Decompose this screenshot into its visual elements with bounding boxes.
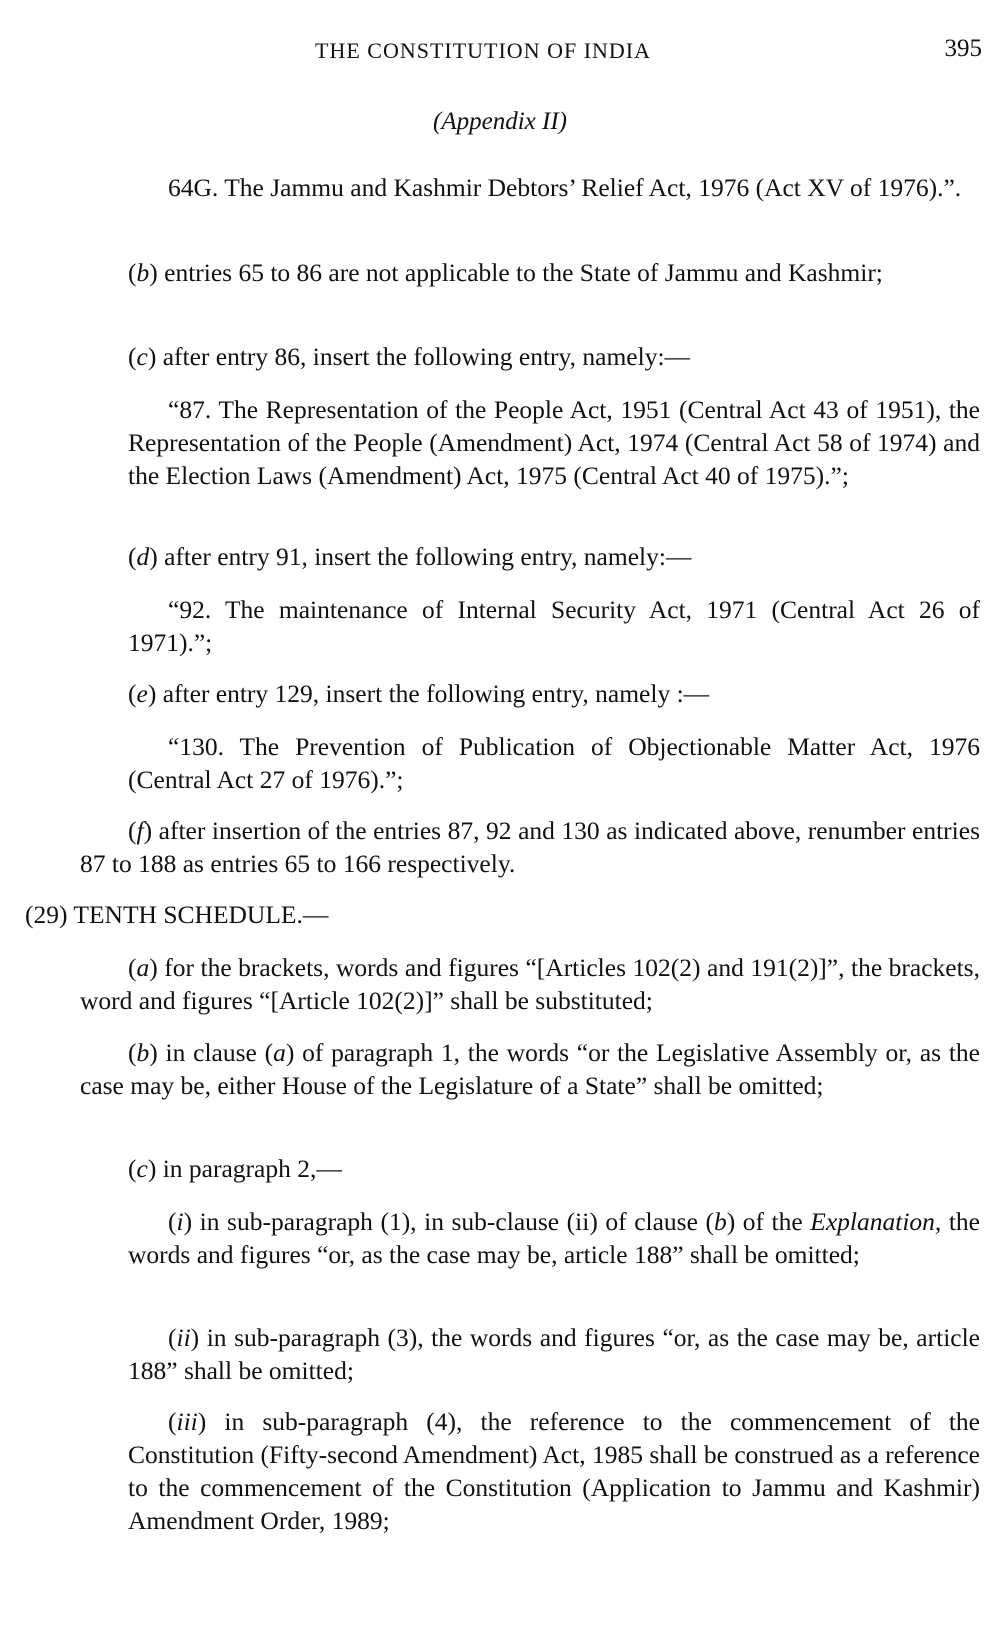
clause-b-entries-65-86: (b) entries 65 to 86 are not applicable to the State of Jammu and Kashmir;	[128, 258, 883, 287]
entry-130: “130. The Prevention of Publication of Objectionable Matter Act, 1976 (Central Act 27 of 1976).”;	[128, 732, 980, 794]
entry-64g: 64G. The Jammu and Kashmir Debtors’ Relief Act, 1976 (Act XV of 1976).”.	[168, 173, 962, 202]
entry-87: “87. The Representation of the People Act, 1951 (Central Act 43 of 1951), the Representation of the People (Amendment) Act, 1974 (Central Act 58 of 1974) and the Election Laws (Amendment) Act, 1975 (Central Act 40 of 1975).”;	[128, 395, 980, 490]
subclause-iii: (iii) in sub-paragraph (4), the reference to the commencement of the Constitution (Fifty-second Amendment) Act, 1985 shall be construed as a reference to the commencement of the Constitution (Application to Jammu and Kashmir) Amendment Order, 1989;	[128, 1407, 980, 1535]
clause-b-paragraph-1: (b) in clause (a) of paragraph 1, the words “or the Legislative Assembly or, as the case may be, either House of the Legislature of a State” shall be omitted;	[80, 1038, 980, 1100]
subclause-i: (i) in sub-paragraph (1), in sub-clause (ii) of clause (b) of the Explanation, the words and figures “or, as the case may be, article 188” shall be omitted;	[128, 1207, 981, 1269]
clause-f-renumber: (f) after insertion of the entries 87, 92 and 130 as indicated above, renumber entries 87 to 188 as entries 65 to 166 respectively.	[80, 816, 980, 878]
clause-c-after-entry-86: (c) after entry 86, insert the following entry, namely:—	[128, 342, 691, 371]
page-number: 395	[944, 35, 982, 62]
clause-c-paragraph-2: (c) in paragraph 2,—	[128, 1154, 342, 1183]
subclause-ii: (ii) in sub-paragraph (3), the words and figures “or, as the case may be, article 188” shall be omitted;	[128, 1323, 980, 1385]
entry-92: “92. The maintenance of Internal Security Act, 1971 (Central Act 26 of 1971).”;	[128, 595, 980, 657]
clause-d-after-entry-91: (d) after entry 91, insert the following entry, namely:—	[128, 542, 692, 571]
appendix-heading: (Appendix II)	[433, 108, 567, 135]
clause-a-brackets: (a) for the brackets, words and figures “[Articles 102(2) and 191(2)]”, the brackets, word and figures “[Article 102(2)]” shall be substituted;	[80, 953, 980, 1015]
clause-e-after-entry-129: (e) after entry 129, insert the following entry, namely :—	[128, 679, 710, 708]
running-title: THE CONSTITUTION OF INDIA	[315, 38, 652, 63]
section-29-heading: (29) TENTH SCHEDULE.—	[25, 900, 329, 929]
page-header	[0, 35, 1000, 68]
